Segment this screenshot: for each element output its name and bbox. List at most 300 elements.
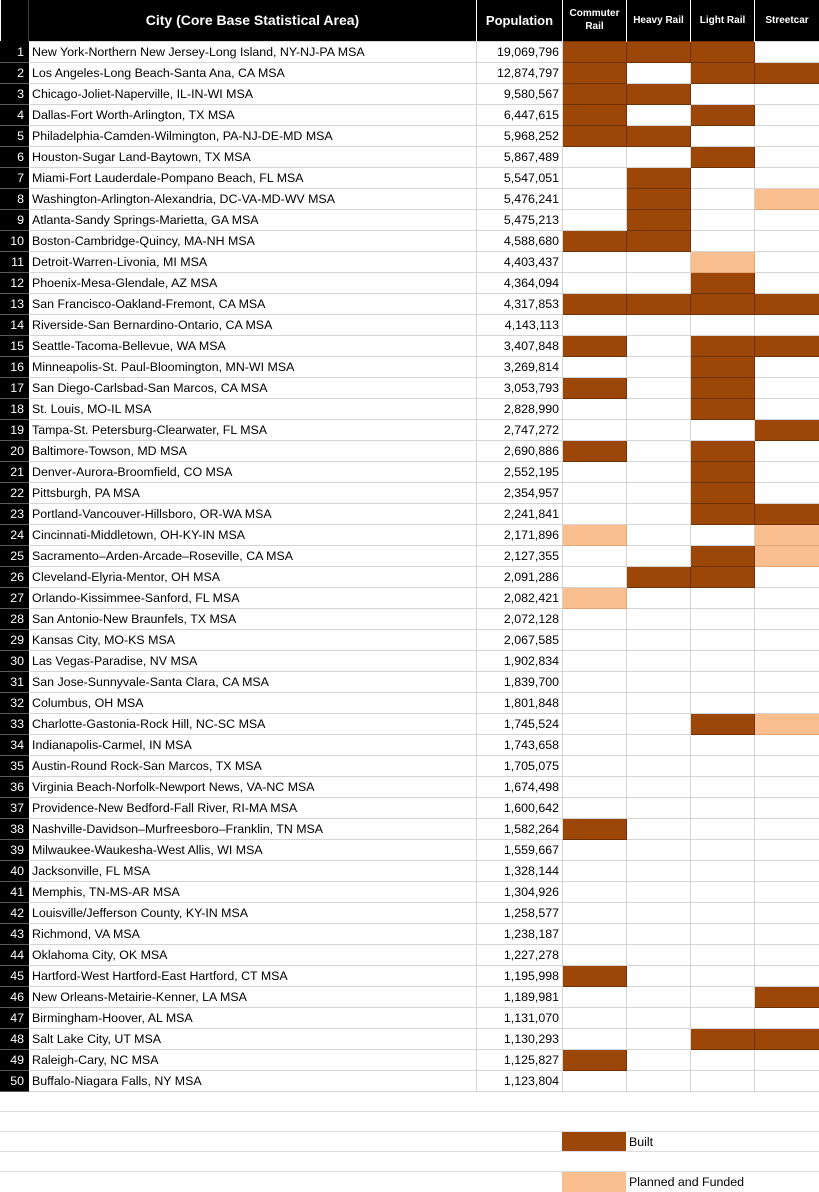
row-index: 26 [1, 566, 29, 587]
light-rail-status-cell [691, 1070, 755, 1091]
row-index: 41 [1, 881, 29, 902]
population-value: 1,674,498 [477, 776, 563, 797]
light-rail-status-cell [691, 356, 755, 377]
table-row [1, 944, 819, 965]
commuter-rail-status-cell [563, 104, 627, 125]
light-rail-status-cell [691, 986, 755, 1007]
light-rail-status-cell [691, 419, 755, 440]
population-value: 1,839,700 [477, 671, 563, 692]
heavy-rail-status-cell [627, 1070, 691, 1091]
heavy-rail-status-cell [627, 41, 691, 62]
heavy-rail-status-cell [627, 188, 691, 209]
row-index: 38 [1, 818, 29, 839]
population-value: 2,127,355 [477, 545, 563, 566]
row-index: 4 [1, 104, 29, 125]
table-row [1, 965, 819, 986]
streetcar-status-cell [755, 188, 819, 209]
row-index: 22 [1, 482, 29, 503]
table-row [1, 146, 819, 167]
table-row [1, 104, 819, 125]
row-index: 34 [1, 734, 29, 755]
row-index: 31 [1, 671, 29, 692]
row-index: 23 [1, 503, 29, 524]
row-index: 20 [1, 440, 29, 461]
row-index: 10 [1, 230, 29, 251]
heavy-rail-status-cell [627, 62, 691, 83]
table-row [1, 545, 819, 566]
table-row [1, 83, 819, 104]
city-name: Washington-Arlington-Alexandria, DC-VA-MD-WV MSA [29, 188, 477, 209]
commuter-rail-status-cell [563, 839, 627, 860]
light-rail-status-cell [691, 839, 755, 860]
streetcar-status-cell [755, 986, 819, 1007]
light-rail-header: Light Rail [691, 0, 755, 41]
population-value: 1,801,848 [477, 692, 563, 713]
population-value: 1,743,658 [477, 734, 563, 755]
population-value: 1,123,804 [477, 1070, 563, 1091]
commuter-rail-status-cell [563, 461, 627, 482]
commuter-rail-status-cell [563, 419, 627, 440]
row-index: 16 [1, 356, 29, 377]
light-rail-status-cell [691, 230, 755, 251]
heavy-rail-status-cell [627, 776, 691, 797]
row-index: 46 [1, 986, 29, 1007]
table-row [1, 419, 819, 440]
index-header [1, 0, 29, 41]
table-row [1, 860, 819, 881]
table-row [1, 377, 819, 398]
light-rail-status-cell [691, 734, 755, 755]
streetcar-status-cell [755, 734, 819, 755]
commuter-rail-status-cell [563, 188, 627, 209]
population-value: 1,130,293 [477, 1028, 563, 1049]
light-rail-status-cell [691, 104, 755, 125]
light-rail-status-cell [691, 293, 755, 314]
row-index: 19 [1, 419, 29, 440]
row-index: 44 [1, 944, 29, 965]
population-value: 5,968,252 [477, 125, 563, 146]
city-name: Phoenix-Mesa-Glendale, AZ MSA [29, 272, 477, 293]
commuter-rail-status-cell [563, 272, 627, 293]
light-rail-status-cell [691, 881, 755, 902]
city-name: Oklahoma City, OK MSA [29, 944, 477, 965]
heavy-rail-header: Heavy Rail [627, 0, 691, 41]
row-index: 24 [1, 524, 29, 545]
row-index: 40 [1, 860, 29, 881]
light-rail-status-cell [691, 83, 755, 104]
population-value: 2,171,896 [477, 524, 563, 545]
commuter-rail-status-cell [563, 440, 627, 461]
light-rail-status-cell [691, 1007, 755, 1028]
heavy-rail-status-cell [627, 692, 691, 713]
light-rail-status-cell [691, 650, 755, 671]
table-row [1, 629, 819, 650]
row-index: 36 [1, 776, 29, 797]
city-header: City (Core Base Statistical Area) [29, 0, 477, 41]
heavy-rail-status-cell [627, 230, 691, 251]
light-rail-status-cell [691, 923, 755, 944]
row-index: 2 [1, 62, 29, 83]
streetcar-status-cell [755, 671, 819, 692]
row-index: 32 [1, 692, 29, 713]
light-rail-status-cell [691, 482, 755, 503]
city-name: Birmingham-Hoover, AL MSA [29, 1007, 477, 1028]
light-rail-status-cell [691, 1049, 755, 1070]
city-name: Buffalo-Niagara Falls, NY MSA [29, 1070, 477, 1091]
light-rail-status-cell [691, 608, 755, 629]
population-value: 4,143,113 [477, 314, 563, 335]
heavy-rail-status-cell [627, 356, 691, 377]
table-row [1, 482, 819, 503]
heavy-rail-status-cell [627, 671, 691, 692]
city-name: Minneapolis-St. Paul-Bloomington, MN-WI MSA [29, 356, 477, 377]
light-rail-status-cell [691, 146, 755, 167]
heavy-rail-status-cell [627, 1049, 691, 1070]
commuter-rail-status-cell [563, 818, 627, 839]
heavy-rail-status-cell [627, 986, 691, 1007]
streetcar-status-cell [755, 629, 819, 650]
streetcar-status-cell [755, 587, 819, 608]
city-name: Indianapolis-Carmel, IN MSA [29, 734, 477, 755]
heavy-rail-status-cell [627, 839, 691, 860]
row-index: 47 [1, 1007, 29, 1028]
city-name: Philadelphia-Camden-Wilmington, PA-NJ-DE-MD MSA [29, 125, 477, 146]
table-row [1, 440, 819, 461]
table-row [1, 356, 819, 377]
legend-built-row [0, 1131, 819, 1152]
commuter-rail-status-cell [563, 545, 627, 566]
city-name: Orlando-Kissimmee-Sanford, FL MSA [29, 587, 477, 608]
light-rail-status-cell [691, 776, 755, 797]
heavy-rail-status-cell [627, 461, 691, 482]
commuter-rail-status-cell [563, 587, 627, 608]
row-index: 37 [1, 797, 29, 818]
commuter-rail-status-cell [563, 230, 627, 251]
table-row [1, 692, 819, 713]
streetcar-status-cell [755, 776, 819, 797]
commuter-rail-status-cell [563, 209, 627, 230]
commuter-rail-status-cell [563, 797, 627, 818]
table-row [1, 713, 819, 734]
row-index: 50 [1, 1070, 29, 1091]
population-value: 4,317,853 [477, 293, 563, 314]
heavy-rail-status-cell [627, 503, 691, 524]
population-value: 1,258,577 [477, 902, 563, 923]
row-index: 13 [1, 293, 29, 314]
streetcar-status-cell [755, 272, 819, 293]
light-rail-status-cell [691, 692, 755, 713]
row-index: 5 [1, 125, 29, 146]
row-index: 18 [1, 398, 29, 419]
table-row [1, 587, 819, 608]
streetcar-status-cell [755, 755, 819, 776]
row-index: 27 [1, 587, 29, 608]
light-rail-status-cell [691, 629, 755, 650]
streetcar-status-cell [755, 1028, 819, 1049]
city-name: St. Louis, MO-IL MSA [29, 398, 477, 419]
table-row [1, 923, 819, 944]
light-rail-status-cell [691, 671, 755, 692]
heavy-rail-status-cell [627, 755, 691, 776]
city-name: Jacksonville, FL MSA [29, 860, 477, 881]
heavy-rail-status-cell [627, 482, 691, 503]
heavy-rail-status-cell [627, 440, 691, 461]
spacer-row [0, 1111, 819, 1132]
population-value: 19,069,796 [477, 41, 563, 62]
row-index: 17 [1, 377, 29, 398]
table-row [1, 902, 819, 923]
light-rail-status-cell [691, 524, 755, 545]
table-row [1, 314, 819, 335]
table-row [1, 188, 819, 209]
population-value: 9,580,567 [477, 83, 563, 104]
table-row [1, 671, 819, 692]
streetcar-status-cell [755, 545, 819, 566]
population-value: 2,747,272 [477, 419, 563, 440]
city-name: Cincinnati-Middletown, OH-KY-IN MSA [29, 524, 477, 545]
light-rail-status-cell [691, 965, 755, 986]
header-row [1, 0, 819, 41]
light-rail-status-cell [691, 755, 755, 776]
commuter-rail-status-cell [563, 1028, 627, 1049]
heavy-rail-status-cell [627, 314, 691, 335]
row-index: 43 [1, 923, 29, 944]
city-name: Salt Lake City, UT MSA [29, 1028, 477, 1049]
streetcar-status-cell [755, 335, 819, 356]
table-row [1, 461, 819, 482]
commuter-rail-status-cell [563, 881, 627, 902]
light-rail-status-cell [691, 377, 755, 398]
commuter-rail-status-cell [563, 41, 627, 62]
light-rail-status-cell [691, 566, 755, 587]
population-value: 1,745,524 [477, 713, 563, 734]
population-value: 2,067,585 [477, 629, 563, 650]
streetcar-status-cell [755, 713, 819, 734]
heavy-rail-status-cell [627, 965, 691, 986]
light-rail-status-cell [691, 167, 755, 188]
population-value: 5,475,213 [477, 209, 563, 230]
city-name: Richmond, VA MSA [29, 923, 477, 944]
heavy-rail-status-cell [627, 377, 691, 398]
table-row [1, 251, 819, 272]
light-rail-status-cell [691, 860, 755, 881]
row-index: 6 [1, 146, 29, 167]
population-value: 2,354,957 [477, 482, 563, 503]
population-value: 1,705,075 [477, 755, 563, 776]
population-value: 1,559,667 [477, 839, 563, 860]
table-row [1, 755, 819, 776]
commuter-rail-status-cell [563, 251, 627, 272]
city-name: Raleigh-Cary, NC MSA [29, 1049, 477, 1070]
population-value: 1,304,926 [477, 881, 563, 902]
heavy-rail-status-cell [627, 629, 691, 650]
city-name: Nashville-Davidson–Murfreesboro–Franklin, TN MSA [29, 818, 477, 839]
population-value: 1,189,981 [477, 986, 563, 1007]
commuter-rail-status-cell [563, 524, 627, 545]
city-name: San Jose-Sunnyvale-Santa Clara, CA MSA [29, 671, 477, 692]
city-name: Pittsburgh, PA MSA [29, 482, 477, 503]
heavy-rail-status-cell [627, 335, 691, 356]
row-index: 45 [1, 965, 29, 986]
heavy-rail-status-cell [627, 944, 691, 965]
row-index: 9 [1, 209, 29, 230]
table-row [1, 272, 819, 293]
city-name: Columbus, OH MSA [29, 692, 477, 713]
heavy-rail-status-cell [627, 734, 691, 755]
population-value: 6,447,615 [477, 104, 563, 125]
streetcar-status-cell [755, 440, 819, 461]
heavy-rail-status-cell [627, 650, 691, 671]
light-rail-status-cell [691, 125, 755, 146]
light-rail-status-cell [691, 818, 755, 839]
population-value: 2,552,195 [477, 461, 563, 482]
built-swatch [562, 1132, 626, 1152]
streetcar-status-cell [755, 944, 819, 965]
streetcar-status-cell [755, 461, 819, 482]
population-value: 2,082,421 [477, 587, 563, 608]
light-rail-status-cell [691, 314, 755, 335]
streetcar-status-cell [755, 1049, 819, 1070]
city-name: Kansas City, MO-KS MSA [29, 629, 477, 650]
city-name: Sacramento–Arden-Arcade–Roseville, CA MSA [29, 545, 477, 566]
streetcar-status-cell [755, 965, 819, 986]
light-rail-status-cell [691, 461, 755, 482]
heavy-rail-status-cell [627, 251, 691, 272]
city-name: Miami-Fort Lauderdale-Pompano Beach, FL MSA [29, 167, 477, 188]
commuter-rail-status-cell [563, 923, 627, 944]
light-rail-status-cell [691, 272, 755, 293]
table-row [1, 398, 819, 419]
streetcar-status-cell [755, 314, 819, 335]
population-value: 4,588,680 [477, 230, 563, 251]
table-row [1, 881, 819, 902]
population-header: Population [477, 0, 563, 41]
table-row [1, 167, 819, 188]
table-row [1, 524, 819, 545]
commuter-rail-status-cell [563, 776, 627, 797]
population-value: 4,364,094 [477, 272, 563, 293]
population-value: 2,690,886 [477, 440, 563, 461]
streetcar-status-cell [755, 797, 819, 818]
population-value: 1,238,187 [477, 923, 563, 944]
light-rail-status-cell [691, 62, 755, 83]
commuter-rail-status-cell [563, 503, 627, 524]
commuter-rail-status-cell [563, 860, 627, 881]
light-rail-status-cell [691, 41, 755, 62]
table-row [1, 734, 819, 755]
city-name: Detroit-Warren-Livonia, MI MSA [29, 251, 477, 272]
streetcar-status-cell [755, 1007, 819, 1028]
table-row [1, 797, 819, 818]
streetcar-status-cell [755, 608, 819, 629]
population-value: 3,269,814 [477, 356, 563, 377]
city-name: San Diego-Carlsbad-San Marcos, CA MSA [29, 377, 477, 398]
city-name: Milwaukee-Waukesha-West Allis, WI MSA [29, 839, 477, 860]
row-index: 28 [1, 608, 29, 629]
streetcar-status-cell [755, 566, 819, 587]
table-row [1, 839, 819, 860]
heavy-rail-status-cell [627, 902, 691, 923]
city-name: Providence-New Bedford-Fall River, RI-MA MSA [29, 797, 477, 818]
row-index: 7 [1, 167, 29, 188]
streetcar-header: Streetcar [755, 0, 819, 41]
row-index: 49 [1, 1049, 29, 1070]
streetcar-status-cell [755, 293, 819, 314]
light-rail-status-cell [691, 335, 755, 356]
light-rail-status-cell [691, 902, 755, 923]
heavy-rail-status-cell [627, 293, 691, 314]
streetcar-status-cell [755, 251, 819, 272]
streetcar-status-cell [755, 419, 819, 440]
streetcar-status-cell [755, 125, 819, 146]
commuter-rail-status-cell [563, 944, 627, 965]
city-name: Atlanta-Sandy Springs-Marietta, GA MSA [29, 209, 477, 230]
heavy-rail-status-cell [627, 587, 691, 608]
commuter-rail-status-cell [563, 608, 627, 629]
row-index: 42 [1, 902, 29, 923]
heavy-rail-status-cell [627, 398, 691, 419]
city-name: San Antonio-New Braunfels, TX MSA [29, 608, 477, 629]
heavy-rail-status-cell [627, 146, 691, 167]
table-row [1, 293, 819, 314]
heavy-rail-status-cell [627, 83, 691, 104]
heavy-rail-status-cell [627, 923, 691, 944]
commuter-rail-status-cell [563, 965, 627, 986]
population-value: 3,053,793 [477, 377, 563, 398]
commuter-rail-status-cell [563, 335, 627, 356]
heavy-rail-status-cell [627, 881, 691, 902]
planned-legend-label: Planned and Funded [629, 1175, 745, 1189]
table-row [1, 41, 819, 62]
commuter-rail-status-cell [563, 734, 627, 755]
table-row [1, 650, 819, 671]
table-row [1, 1028, 819, 1049]
streetcar-status-cell [755, 650, 819, 671]
table-row [1, 566, 819, 587]
city-name: Memphis, TN-MS-AR MSA [29, 881, 477, 902]
light-rail-status-cell [691, 251, 755, 272]
city-name: Hartford-West Hartford-East Hartford, CT MSA [29, 965, 477, 986]
built-legend-label: Built [629, 1135, 654, 1149]
row-index: 35 [1, 755, 29, 776]
streetcar-status-cell [755, 524, 819, 545]
table-row [1, 1049, 819, 1070]
table-row [1, 776, 819, 797]
city-name: Baltimore-Towson, MD MSA [29, 440, 477, 461]
row-index: 29 [1, 629, 29, 650]
population-value: 5,547,051 [477, 167, 563, 188]
streetcar-status-cell [755, 104, 819, 125]
city-name: Denver-Aurora-Broomfield, CO MSA [29, 461, 477, 482]
planned-swatch [562, 1172, 626, 1192]
heavy-rail-status-cell [627, 566, 691, 587]
table-row [1, 125, 819, 146]
light-rail-status-cell [691, 587, 755, 608]
city-name: Chicago-Joliet-Naperville, IL-IN-WI MSA [29, 83, 477, 104]
commuter-rail-status-cell [563, 671, 627, 692]
heavy-rail-status-cell [627, 419, 691, 440]
row-index: 1 [1, 41, 29, 62]
streetcar-status-cell [755, 482, 819, 503]
streetcar-status-cell [755, 41, 819, 62]
commuter-rail-header: Commuter Rail [563, 0, 627, 41]
heavy-rail-status-cell [627, 713, 691, 734]
heavy-rail-status-cell [627, 209, 691, 230]
light-rail-status-cell [691, 209, 755, 230]
streetcar-status-cell [755, 860, 819, 881]
commuter-rail-status-cell [563, 1070, 627, 1091]
heavy-rail-status-cell [627, 167, 691, 188]
